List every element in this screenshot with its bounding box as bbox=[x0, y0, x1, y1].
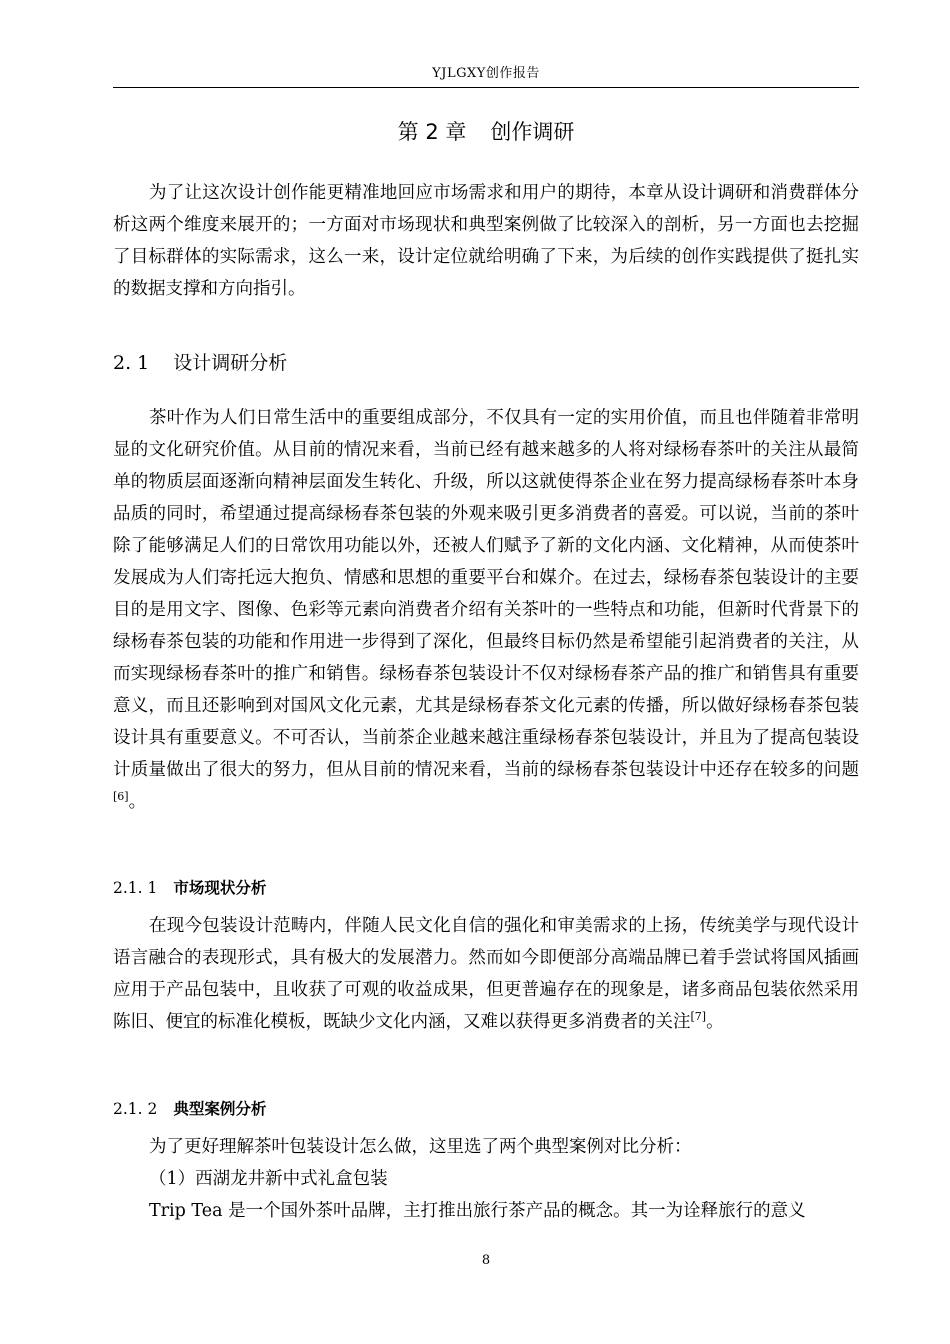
citation: [6] bbox=[113, 790, 129, 804]
section-title: 市场现状分析 bbox=[173, 879, 267, 897]
paragraph-end: 。 bbox=[128, 792, 147, 812]
header-rule bbox=[113, 87, 859, 88]
section-title: 典型案例分析 bbox=[173, 1100, 267, 1118]
section-2-1-paragraph bbox=[113, 402, 859, 818]
paragraph-text: 茶叶作为人们日常生活中的重要组成部分，不仅具有一定的实用价值，而且也伴随着非常明显的文化研究价值。从目前的情况来看，当前已经有越来越多的人将对绿杨春茶叶的关注从最简单的物质层面逐渐向精神层面发生转化、升级，所以这就使得茶企业在努力提高绿杨春茶叶本身品质的同时，希望通过提高绿杨春茶包装的外观来吸引更多消费者的喜爱。可以说，当前的茶叶除了能够满足人们的日常饮用功能以外，还被人们赋予了新的文化内涵、文化精神，从而使茶叶发展成为人们寄托远大抱负、情感和思想的重要平台和媒介。在过去，绿杨春茶包装设计的主要目的是用文字、图像、色彩等元素向消费者介绍有关茶叶的一些特点和功能，但新时代背景下的绿杨春茶包装的功能和作用进一步得到了深化，但最终目标仍然是希望能引起消费者的关注，从而实现绿杨春茶叶的推广和销售。绿杨春茶包装设计不仅对绿杨春茶产品的推广和销售具有重要意义，而且还影响到对国风文化元素，尤其是绿杨春茶文化元素的传播，所以做好绿杨春茶包装设计具有重要意义。不可否认，当前茶企业越来越注重绿杨春茶包装设计，并且为了提高包装设计质量做出了很大的努力，但从目前的情况来看，当前的绿杨春茶包装设计中还存在较多的问题 bbox=[113, 408, 859, 780]
running-header: YJLGXY创作报告 bbox=[432, 66, 540, 81]
section-heading-2-1 bbox=[113, 348, 287, 375]
section-number: 2.1. 2 bbox=[113, 1100, 158, 1118]
paragraph-text: 在现今包装设计范畴内，伴随人民文化自信的强化和审美需求的上扬，传统美学与现代设计语言融合的表现形式，具有极大的发展潜力。然而如今即便部分高端品牌已着手尝试将国风插画应用于产品包装中，且收获了可观的收益成果，但更普遍存在的现象是，诸多商品包装依然采用陈旧、便宜的标准化模板，既缺少文化内涵，又难以获得更多消费者的关注 bbox=[113, 916, 859, 1032]
section-number: 2. 1 bbox=[113, 352, 150, 374]
section-title: 设计调研分析 bbox=[173, 352, 288, 374]
section-heading-2-1-1 bbox=[113, 876, 266, 898]
section-heading-2-1-2 bbox=[113, 1097, 266, 1119]
page-number: 8 bbox=[481, 1253, 491, 1268]
citation: [7] bbox=[690, 1010, 707, 1024]
chapter-intro-paragraph: 为了让这次设计创作能更精准地回应市场需求和用户的期待，本章从设计调研和消费群体分析这两个维度来展开的；一方面对市场现状和典型案例做了比较深入的剖析，另一方面也去挖掘了目标群体的实际需求，这么一来，设计定位就给明确了下来，为后续的创作实践提供了挺扎实的数据支撑和方向指引。 bbox=[113, 183, 859, 299]
chapter-name: 创作调研 bbox=[490, 120, 575, 144]
case-1-heading: （1）西湖龙井新中式礼盒包装 bbox=[149, 1169, 388, 1189]
case-1-paragraph: Trip Tea 是一个国外茶叶品牌，主打推出旅行茶产品的概念。其一为诠释旅行的意义 bbox=[149, 1201, 806, 1221]
section-2-1-1-paragraph bbox=[113, 910, 859, 1038]
paragraph-end: 。 bbox=[706, 1012, 724, 1032]
section-number: 2.1. 1 bbox=[113, 879, 158, 897]
chapter-title bbox=[113, 116, 859, 146]
chapter-number: 第 2 章 bbox=[397, 120, 467, 144]
section-2-1-2-intro: 为了更好理解茶叶包装设计怎么做，这里选了两个典型案例对比分析： bbox=[149, 1137, 692, 1157]
